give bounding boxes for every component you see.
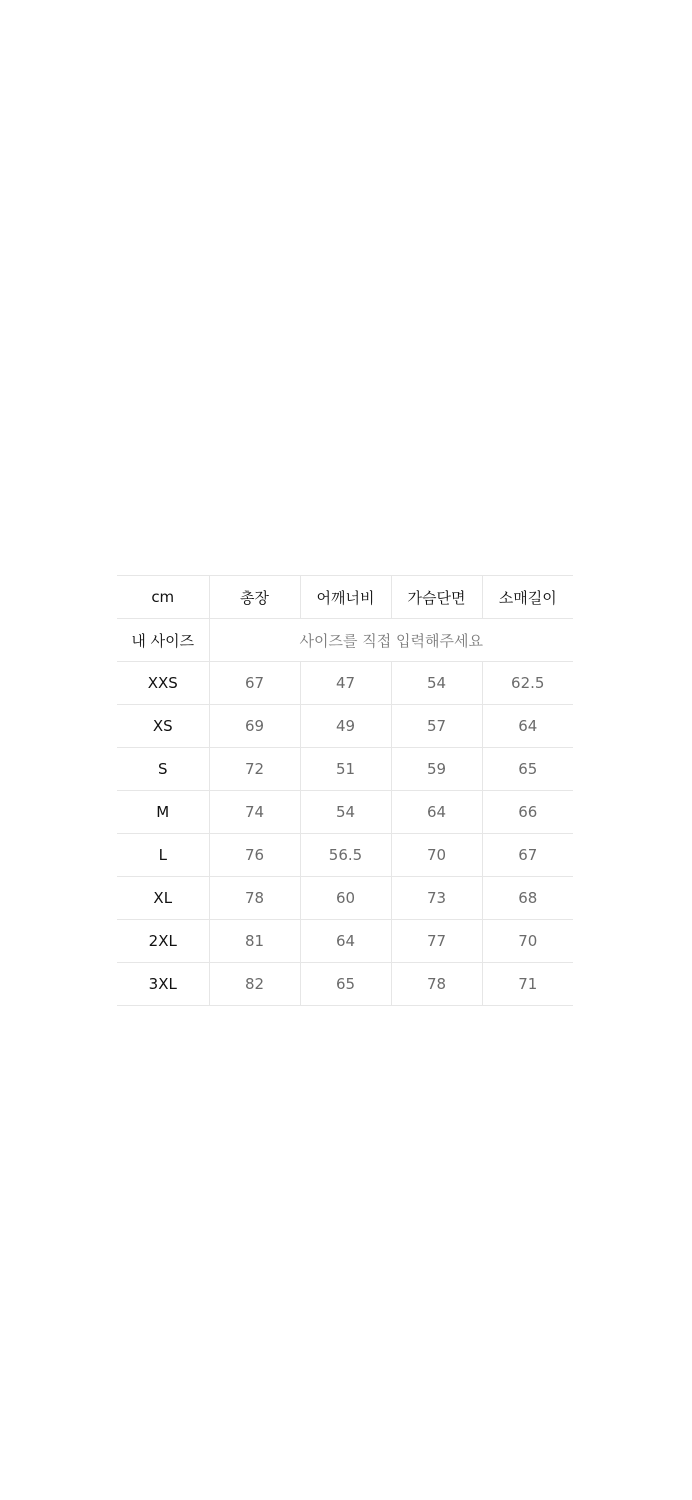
total-length-value: 76: [209, 834, 300, 877]
table-row: [117, 963, 573, 1006]
sleeve-length-value: 70: [482, 920, 573, 963]
size-label: XL: [117, 877, 209, 920]
my-size-label: 내 사이즈: [117, 619, 209, 662]
shoulder-width-value: 56.5: [300, 834, 391, 877]
table-row: [117, 748, 573, 791]
total-length-value: 67: [209, 662, 300, 705]
sleeve-length-value: 67: [482, 834, 573, 877]
chest-width-value: 59: [391, 748, 482, 791]
chest-width-value: 57: [391, 705, 482, 748]
shoulder-width-value: 49: [300, 705, 391, 748]
chest-width-header: 가슴단면: [391, 576, 482, 619]
table-row: [117, 834, 573, 877]
shoulder-width-value: 51: [300, 748, 391, 791]
shoulder-width-value: 64: [300, 920, 391, 963]
total-length-header: 총장: [209, 576, 300, 619]
total-length-value: 69: [209, 705, 300, 748]
size-label: L: [117, 834, 209, 877]
table-row: [117, 705, 573, 748]
shoulder-width-value: 65: [300, 963, 391, 1006]
chest-width-value: 77: [391, 920, 482, 963]
my-size-row: [117, 619, 573, 662]
table-row: [117, 920, 573, 963]
sleeve-length-value: 64: [482, 705, 573, 748]
shoulder-width-header: 어깨너비: [300, 576, 391, 619]
table-row: [117, 791, 573, 834]
total-length-value: 81: [209, 920, 300, 963]
total-length-value: 78: [209, 877, 300, 920]
size-label: S: [117, 748, 209, 791]
size-label: XXS: [117, 662, 209, 705]
chest-width-value: 73: [391, 877, 482, 920]
my-size-input[interactable]: 사이즈를 직접 입력해주세요: [209, 619, 573, 662]
sleeve-length-value: 68: [482, 877, 573, 920]
size-label: 2XL: [117, 920, 209, 963]
total-length-value: 82: [209, 963, 300, 1006]
shoulder-width-value: 47: [300, 662, 391, 705]
sleeve-length-value: 66: [482, 791, 573, 834]
unit-header: cm: [117, 576, 209, 619]
chest-width-value: 78: [391, 963, 482, 1006]
size-chart-table: [117, 575, 573, 1006]
size-label: M: [117, 791, 209, 834]
header-row: [117, 576, 573, 619]
sleeve-length-value: 71: [482, 963, 573, 1006]
table-row: [117, 662, 573, 705]
chest-width-value: 64: [391, 791, 482, 834]
sleeve-length-value: 62.5: [482, 662, 573, 705]
size-label: XS: [117, 705, 209, 748]
total-length-value: 72: [209, 748, 300, 791]
shoulder-width-value: 54: [300, 791, 391, 834]
chest-width-value: 54: [391, 662, 482, 705]
shoulder-width-value: 60: [300, 877, 391, 920]
chest-width-value: 70: [391, 834, 482, 877]
table-row: [117, 877, 573, 920]
total-length-value: 74: [209, 791, 300, 834]
sleeve-length-value: 65: [482, 748, 573, 791]
size-label: 3XL: [117, 963, 209, 1006]
sleeve-length-header: 소매길이: [482, 576, 573, 619]
